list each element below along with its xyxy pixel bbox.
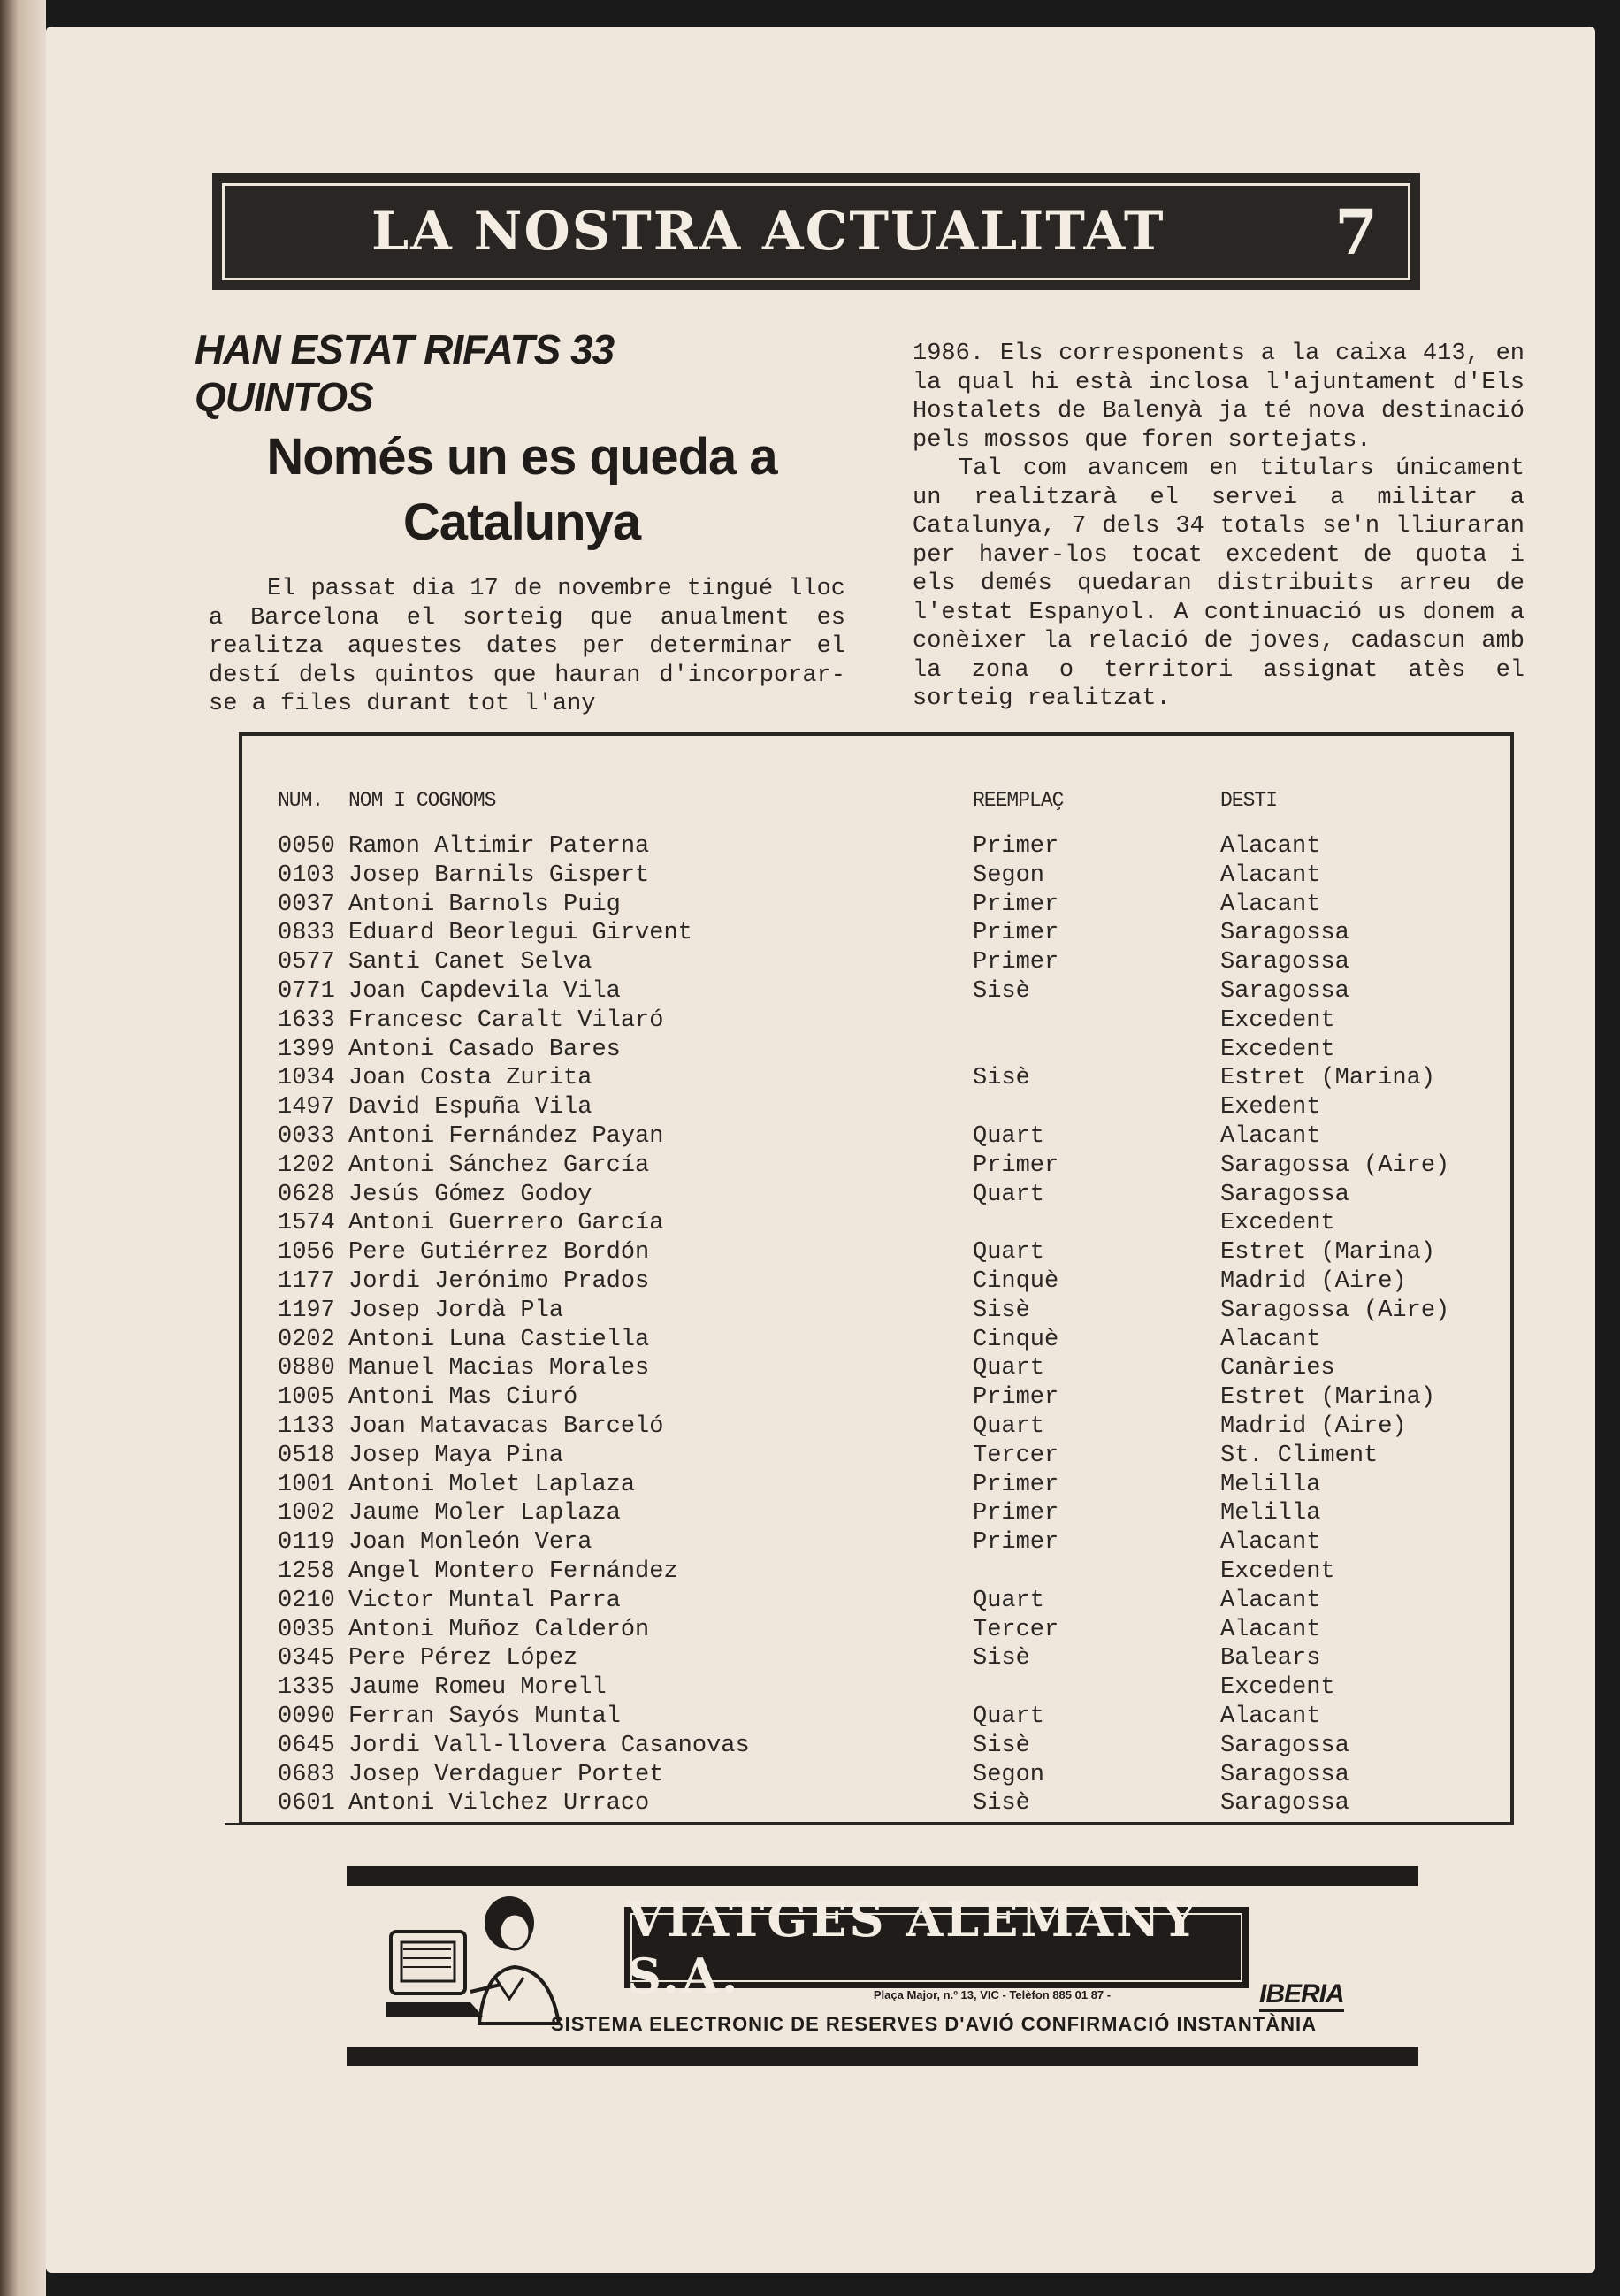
row-desti: Canàries	[1220, 1355, 1335, 1382]
section-header	[212, 173, 1420, 290]
header-name: NOM I COGNOMS	[348, 789, 496, 812]
row-num: 0601	[278, 1790, 335, 1818]
row-num: 1133	[278, 1413, 335, 1440]
row-reemplac: Segon	[973, 1761, 1045, 1788]
row-name: Victor Muntal Parra	[348, 1587, 621, 1614]
row-desti: Alacant	[1220, 1703, 1321, 1730]
row-name: Santi Canet Selva	[348, 949, 592, 976]
row-num: 0202	[278, 1326, 335, 1353]
row-name: Jaume Moler Laplaza	[348, 1500, 621, 1527]
row-reemplac: Primer	[973, 1152, 1059, 1179]
conscripts-table	[239, 732, 1514, 1825]
row-name: Antoni Guerrero García	[348, 1210, 664, 1237]
row-desti: Exedent	[1220, 1094, 1321, 1121]
row-reemplac: Primer	[973, 920, 1059, 947]
row-desti: Alacant	[1220, 833, 1321, 860]
row-reemplac: Quart	[973, 1181, 1045, 1208]
row-reemplac: Sisè	[973, 1645, 1030, 1672]
row-num: 0833	[278, 920, 335, 947]
row-desti: Alacant	[1220, 1616, 1321, 1643]
row-name: Antoni Molet Laplaza	[348, 1471, 636, 1498]
row-reemplac: Primer	[973, 833, 1059, 860]
binding-spine	[0, 0, 46, 2296]
row-name: Antoni Muñoz Calderón	[348, 1616, 650, 1643]
row-name: Ramon Altimir Paterna	[348, 833, 650, 860]
row-desti: Alacant	[1220, 1123, 1321, 1150]
row-num: 1002	[278, 1500, 335, 1527]
article-column-2	[913, 340, 1524, 714]
row-num: 0090	[278, 1703, 335, 1730]
row-reemplac: Quart	[973, 1587, 1045, 1614]
row-desti: Saragossa	[1220, 949, 1349, 976]
row-desti: Estret (Marina)	[1220, 1065, 1436, 1092]
article-headline: Només un es queda a Catalunya	[266, 428, 777, 551]
row-desti: Excedent	[1220, 1674, 1335, 1702]
row-num: 1633	[278, 1006, 335, 1034]
company-logo: VIATGES ALEMANY S.A.	[624, 1907, 1249, 1988]
row-reemplac: Cinquè	[973, 1268, 1059, 1295]
row-name: Jordi Jerónimo Prados	[348, 1268, 650, 1295]
row-reemplac: Primer	[973, 891, 1059, 918]
row-desti: Saragossa	[1220, 1761, 1349, 1788]
row-name: Josep Verdaguer Portet	[348, 1761, 664, 1788]
row-num: 1177	[278, 1268, 335, 1295]
row-desti: Excedent	[1220, 1558, 1335, 1585]
row-reemplac: Tercer	[973, 1442, 1059, 1469]
row-reemplac: Segon	[973, 861, 1045, 889]
row-desti: Saragossa (Aire)	[1220, 1297, 1450, 1324]
row-name: Antoni Barnols Puig	[348, 891, 621, 918]
article-kicker: HAN ESTAT RIFATS 33 QUINTOS	[195, 326, 615, 420]
airline-name: IBERIA	[1259, 1979, 1344, 2012]
row-reemplac: Primer	[973, 1471, 1059, 1498]
article-paragraph-1: El passat dia 17 de novembre tingué lloc a Barcelona el sorteig que anualment es realitza aquestes dates per determinar el destí dels quintos que hauran d'incorporar-se a files durant tot l'any	[209, 576, 845, 717]
ad-top-bar	[347, 1866, 1418, 1886]
row-desti: Saragossa	[1220, 978, 1349, 1005]
row-name: Josep Maya Pina	[348, 1442, 564, 1469]
header-reemplac: REEMPLAÇ	[973, 789, 1064, 812]
row-reemplac: Sisè	[973, 978, 1030, 1005]
row-num: 0577	[278, 949, 335, 976]
row-num: 1202	[278, 1152, 335, 1179]
row-name: Jesús Gómez Godoy	[348, 1181, 592, 1208]
row-desti: Saragossa	[1220, 1790, 1349, 1818]
row-desti: Saragossa	[1220, 920, 1349, 947]
row-num: 1574	[278, 1210, 335, 1237]
row-reemplac: Quart	[973, 1703, 1045, 1730]
header-desti: DESTI	[1220, 789, 1278, 812]
row-num: 0103	[278, 861, 335, 889]
row-reemplac: Sisè	[973, 1297, 1030, 1324]
row-name: Josep Barnils Gispert	[348, 861, 650, 889]
row-reemplac: Quart	[973, 1413, 1045, 1440]
row-reemplac: Quart	[973, 1123, 1045, 1150]
row-desti: Melilla	[1220, 1500, 1321, 1527]
row-num: 1001	[278, 1471, 335, 1498]
row-name: Jaume Romeu Morell	[348, 1674, 607, 1702]
row-desti: St. Climent	[1220, 1442, 1379, 1469]
travel-agency-ad	[347, 1866, 1418, 2066]
ad-tagline: SISTEMA ELECTRONIC DE RESERVES D'AVIÓ CONFIRMACIÓ INSTANTÀNIA	[550, 2013, 1318, 2035]
row-num: 1399	[278, 1036, 335, 1063]
row-desti: Saragossa	[1220, 1732, 1349, 1759]
row-num: 1034	[278, 1065, 335, 1092]
row-desti: Melilla	[1220, 1471, 1321, 1498]
article-paragraph-3: Tal com avancem en titulars únicament un realitzarà el servei a militar a Catalunya, 7 dels 34 totals se'n lliuraran per haver-los tocat excedent de quota i els demés quedaran distribuits arreu de l'estat Espanyol. A continuació us donem a conèixer la relació de joves, cadascun amb la zona o territori assignat atès el sorteig realitzat.	[913, 455, 1524, 712]
row-name: Antoni Mas Ciuró	[348, 1384, 578, 1412]
row-num: 0037	[278, 891, 335, 918]
row-desti: Excedent	[1220, 1036, 1335, 1063]
section-title: LA NOSTRA ACTUALITAT	[371, 201, 1165, 263]
row-name: Pere Pérez López	[348, 1645, 578, 1672]
article-paragraph-2: 1986. Els corresponents a la caixa 413, en la qual hi està inclosa l'ajuntament d'Els Hostalets de Balenyà ja té nova destinació pels mossos que foren sortejats.	[913, 341, 1524, 454]
row-name: Joan Matavacas Barceló	[348, 1413, 664, 1440]
row-name: Pere Gutiérrez Bordón	[348, 1239, 650, 1267]
row-num: 1197	[278, 1297, 335, 1324]
row-num: 0050	[278, 833, 335, 860]
row-num: 0210	[278, 1587, 335, 1614]
row-name: Jordi Vall-llovera Casanovas	[348, 1732, 750, 1759]
row-reemplac: Primer	[973, 1384, 1059, 1412]
row-num: 0033	[278, 1123, 335, 1150]
row-name: Joan Monleón Vera	[348, 1529, 592, 1557]
row-name: David Espuña Vila	[348, 1094, 592, 1121]
row-num: 0628	[278, 1181, 335, 1208]
row-desti: Madrid (Aire)	[1220, 1413, 1407, 1440]
airline-logo	[1259, 1979, 1344, 2012]
company-address: Plaça Major, n.º 13, VIC - Telèfon 885 01 87 -	[873, 1988, 1112, 2001]
ad-bottom-bar	[347, 2047, 1418, 2066]
row-name: Manuel Macias Morales	[348, 1355, 650, 1382]
row-num: 1056	[278, 1239, 335, 1267]
agent-with-terminal-icon	[386, 1893, 562, 2025]
row-desti: Alacant	[1220, 1587, 1321, 1614]
row-num: 1005	[278, 1384, 335, 1412]
row-reemplac: Primer	[973, 1529, 1059, 1557]
row-desti: Alacant	[1220, 891, 1321, 918]
row-name: Joan Capdevila Vila	[348, 978, 621, 1005]
row-num: 0518	[278, 1442, 335, 1469]
row-desti: Saragossa (Aire)	[1220, 1152, 1450, 1179]
row-reemplac: Quart	[973, 1355, 1045, 1382]
row-name: Joan Costa Zurita	[348, 1065, 592, 1092]
row-name: Ferran Sayós Muntal	[348, 1703, 621, 1730]
row-num: 0880	[278, 1355, 335, 1382]
row-reemplac: Sisè	[973, 1065, 1030, 1092]
row-num: 0645	[278, 1732, 335, 1759]
row-desti: Alacant	[1220, 1529, 1321, 1557]
row-num: 1258	[278, 1558, 335, 1585]
row-desti: Excedent	[1220, 1210, 1335, 1237]
row-desti: Alacant	[1220, 1326, 1321, 1353]
row-name: Antoni Luna Castiella	[348, 1326, 650, 1353]
row-num: 0345	[278, 1645, 335, 1672]
row-num: 0119	[278, 1529, 335, 1557]
row-name: Francesc Caralt Vilaró	[348, 1006, 664, 1034]
row-desti: Alacant	[1220, 861, 1321, 889]
row-reemplac: Sisè	[973, 1790, 1030, 1818]
row-name: Eduard Beorlegui Girvent	[348, 920, 692, 947]
page-number: 7	[1334, 195, 1378, 269]
row-desti: Excedent	[1220, 1006, 1335, 1034]
header-num: NUM.	[278, 789, 324, 812]
row-name: Antoni Sánchez García	[348, 1152, 650, 1179]
row-name: Angel Montero Fernández	[348, 1558, 678, 1585]
row-num: 0683	[278, 1761, 335, 1788]
row-reemplac: Tercer	[973, 1616, 1059, 1643]
row-reemplac: Quart	[973, 1239, 1045, 1267]
row-num: 1497	[278, 1094, 335, 1121]
row-name: Josep Jordà Pla	[348, 1297, 564, 1324]
row-desti: Saragossa	[1220, 1181, 1349, 1208]
row-reemplac: Primer	[973, 1500, 1059, 1527]
row-desti: Estret (Marina)	[1220, 1239, 1436, 1267]
row-reemplac: Sisè	[973, 1732, 1030, 1759]
row-reemplac: Cinquè	[973, 1326, 1059, 1353]
row-reemplac: Primer	[973, 949, 1059, 976]
row-num: 1335	[278, 1674, 335, 1702]
row-name: Antoni Casado Bares	[348, 1036, 621, 1063]
row-name: Antoni Fernández Payan	[348, 1123, 664, 1150]
row-desti: Balears	[1220, 1645, 1321, 1672]
row-name: Antoni Vilchez Urraco	[348, 1790, 650, 1818]
row-desti: Madrid (Aire)	[1220, 1268, 1407, 1295]
row-desti: Estret (Marina)	[1220, 1384, 1436, 1412]
row-num: 0771	[278, 978, 335, 1005]
row-num: 0035	[278, 1616, 335, 1643]
